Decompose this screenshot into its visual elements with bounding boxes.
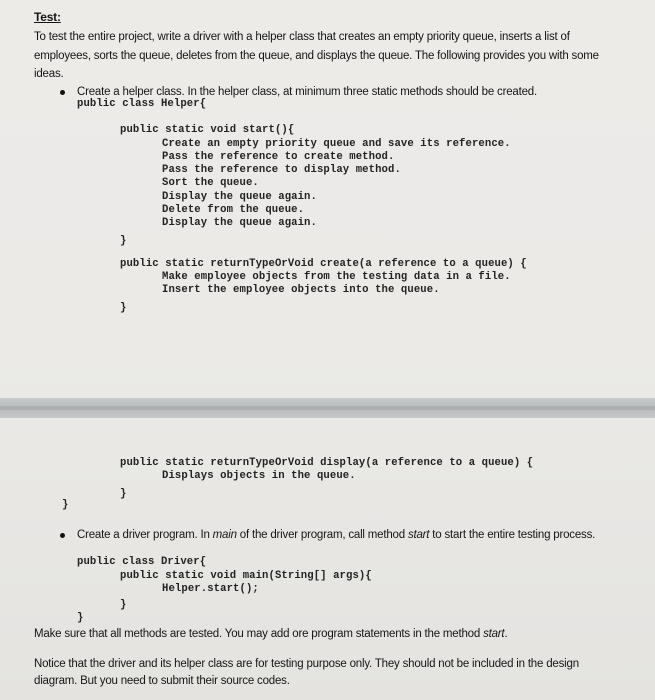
code-helper-start-call: Helper.start(); <box>162 583 259 595</box>
code-close-brace: } <box>120 235 127 247</box>
bullet-driver-program: Create a driver program. In main of the driver program, call method start to start the entire testing process. <box>77 529 596 541</box>
code-main-signature: public static void main(String[] args){ <box>120 570 372 582</box>
intro-line-1: To test the entire project, write a driver with a helper class that creates an empty priority queue, inserts a list of <box>34 31 570 43</box>
bullet-dot-2 <box>60 533 65 538</box>
code-class-close-brace: } <box>62 499 69 511</box>
code-create-line: Insert the employee objects into the queue. <box>162 284 440 296</box>
tested-note: Make sure that all methods are tested. You may add ore program statements in the method start. <box>34 628 508 640</box>
code-start-line: Sort the queue. <box>162 177 259 189</box>
bullet-dot-1 <box>60 90 65 95</box>
code-start-line: Create an empty priority queue and save its reference. <box>162 138 511 150</box>
code-helper-class-decl: public class Helper{ <box>77 98 207 110</box>
intro-line-3: ideas. <box>34 68 64 80</box>
code-close-brace: } <box>120 302 127 314</box>
code-display-line: Displays objects in the queue. <box>162 470 356 482</box>
code-start-line: Display the queue again. <box>162 217 317 229</box>
code-close-brace: } <box>120 488 127 500</box>
code-create-signature: public static returnTypeOrVoid create(a reference to a queue) { <box>120 258 527 270</box>
page-fold-band <box>0 398 655 418</box>
code-create-line: Make employee objects from the testing data in a file. <box>162 271 511 283</box>
code-display-signature: public static returnTypeOrVoid display(a reference to a queue) { <box>120 457 534 469</box>
code-start-line: Pass the reference to display method. <box>162 164 401 176</box>
code-close-brace: } <box>120 599 127 611</box>
code-start-line: Display the queue again. <box>162 191 317 203</box>
code-start-line: Pass the reference to create method. <box>162 151 395 163</box>
code-driver-class-decl: public class Driver{ <box>77 556 207 568</box>
section-heading: Test: <box>34 10 61 24</box>
code-start-signature: public static void start(){ <box>120 124 295 136</box>
code-start-line: Delete from the queue. <box>162 204 305 216</box>
intro-line-2: employees, sorts the queue, deletes from the queue, and displays the queue. The following provides you with some <box>34 50 599 62</box>
code-close-brace: } <box>77 612 84 624</box>
notice-line-1: Notice that the driver and its helper class are for testing purpose only. They should not be included in the design <box>34 658 579 670</box>
bullet-helper-class: Create a helper class. In the helper class, at minimum three static methods should be created. <box>77 86 537 98</box>
notice-line-2: diagram. But you need to submit their source codes. <box>34 675 290 687</box>
